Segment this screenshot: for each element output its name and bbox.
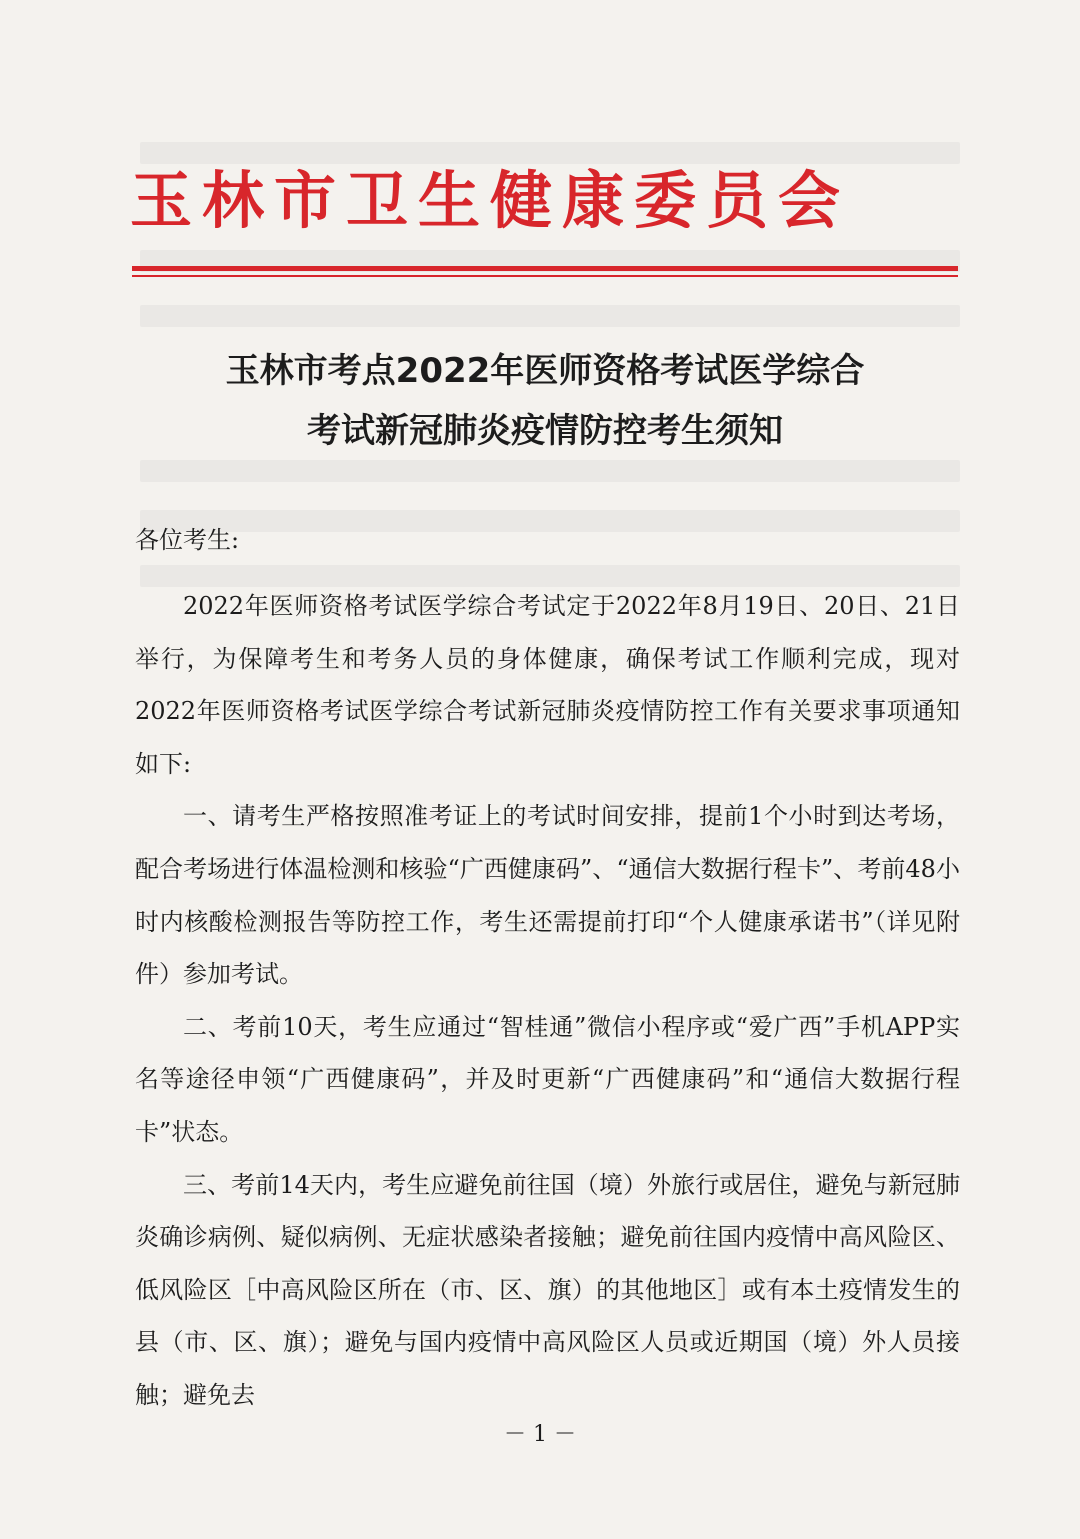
header-divider-thin — [132, 275, 958, 277]
item-3-paragraph: 三、考前14天内，考生应避免前往国（境）外旅行或居住，避免与新冠肺炎确诊病例、疑似病例、无症状感染者接触；避免前往国内疫情中高风险区、低风险区［中高风险区所在（市、区、旗）的其他地区］或有本土疫情发生的县（市、区、旗）；避免与国内疫情中高风险区人员或近期国（境）外人员接触；避免去 — [135, 1170, 960, 1409]
item-2-paragraph: 二、考前10天，考生应通过“智桂通”微信小程序或“爱广西”手机APP实名等途径申领“广西健康码”，并及时更新“广西健康码”和“通信大数据行程卡”状态。 — [135, 1012, 960, 1146]
page-number: － 1 － — [504, 1422, 576, 1447]
item-1-paragraph: 一、请考生严格按照准考证上的考试时间安排，提前1个小时到达考场，配合考场进行体温检测和核验“广西健康码”、“通信大数据行程卡”、考前48小时内核酸检测报告等防控工作，考生还需提前打印“个人健康承诺书”（详见附件）参加考试。 — [135, 802, 960, 989]
document-body — [135, 580, 960, 1422]
bleed-through-line — [140, 460, 960, 482]
intro-paragraph: 2022年医师资格考试医学综合考试定于2022年8月19日、20日、21日举行，为保障考生和考务人员的身体健康，确保考试工作顺利完成，现对2022年医师资格考试医学综合考试新冠肺炎疫情防控工作有关要求事项通知如下: — [135, 592, 960, 778]
bleed-through-line — [140, 510, 960, 532]
bleed-through-line — [140, 305, 960, 327]
document-title-line-1: 玉林市考点2022年医师资格考试医学综合 — [225, 351, 865, 391]
bleed-through-line — [140, 142, 960, 164]
document-title-line-2: 考试新冠肺炎疫情防控考生须知 — [307, 411, 783, 451]
issuing-organization-header: 玉林市卫生健康委员会 — [130, 164, 851, 237]
header-divider-thick — [132, 266, 958, 271]
salutation: 各位考生: — [135, 526, 240, 554]
